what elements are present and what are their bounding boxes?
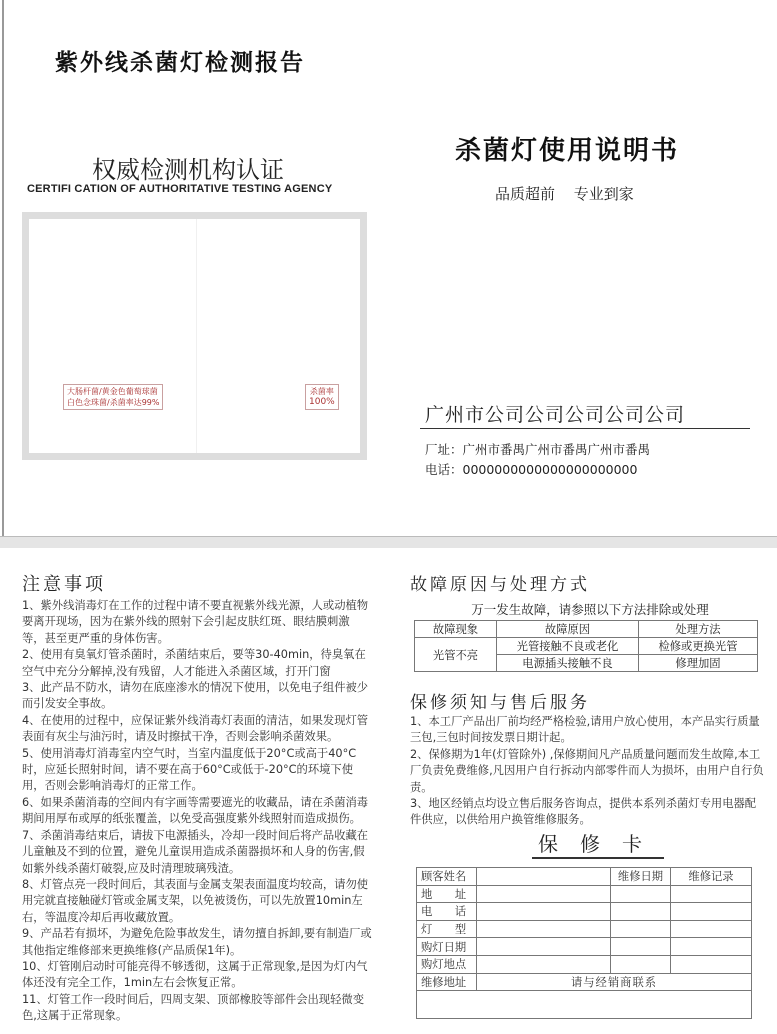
page-divider: [0, 536, 777, 548]
address: 厂址：广州市番禺广州市番禺广州市番禺: [425, 442, 651, 457]
bacteria-badge: 大肠杆菌/黄金色葡萄球菌 白色念珠菌/杀菌率达99%: [63, 384, 163, 410]
notes-heading: 注意事项: [22, 574, 106, 595]
note-item: 3、此产品不防水，请勿在底座渗水的情况下使用，以免电子组件被少而引发安全事故。: [22, 681, 369, 711]
warranty-item: 3、地区经销点均设立售后服务咨询点，提供本系列杀菌灯专用电器配件供应，以供给用户换管维修服务。: [410, 797, 757, 827]
note-item: 8、灯管点亮一段时间后，其表面与金属支架表面温度均较高，请勿使用完就直接触碰灯管或金属支架，以免被烫伤，可以先放置10min左右，等温度冷却后再收藏放置。: [22, 877, 369, 924]
note-item: 7、杀菌消毒结束后，请拔下电源插头，冷却一段时间后将产品收藏在儿童触及不到的位置，避免儿童误用造成杀菌器损坏和人身的伤害,假如紫外线杀菌灯破裂,应及时清理玻璃残渣。: [22, 828, 369, 875]
report-title: 紫外线杀菌灯检测报告: [55, 50, 305, 76]
note-item: 4、在使用的过程中，应保证紫外线消毒灯表面的清洁，如果发现灯管表面有灰尘与油污时，请及时擦拭干净，否则会影响杀菌效果。: [22, 713, 369, 744]
note-item: 2、使用有臭氧灯管杀菌时，杀菌结束后，要等30-40min，待臭氧在空气中充分分解掉,没有残留，人才能进入杀菌区域，打开门窗: [22, 648, 366, 678]
warranty-list: [410, 714, 765, 829]
fault-table: 故障现象 故障原因 处理方法 光管不亮 光管接触不良或老化 检修或更换光管 电源插头接触不良 修理加固: [414, 620, 758, 672]
cert-subtitle: CERTIFI CATION OF AUTHORITATIVE TESTING AGENCY: [27, 183, 333, 195]
note-item: 9、产品若有损坏，为避免危险事故发生，请勿擅自拆卸,要有制造厂或其他指定维修部来更换维修(产品质保1年)。: [22, 927, 372, 957]
fault-subtitle: 万一发生故障，请参照以下方法排除或处理: [471, 602, 709, 617]
slogan: 品质超前 专业到家: [495, 185, 634, 203]
warranty-card-title: 保修卡: [532, 828, 664, 859]
note-item: 5、使用消毒灯消毒室内空气时，当室内温度低于20°C或高于40°C时，应延长照射时间，请不要在高于60°C或低于-20°C的环境下使用，否则会影响消毒灯的正常工作。: [22, 746, 357, 793]
cert-title: 权威检测机构认证: [92, 156, 284, 184]
warranty-card-table: 顾客姓名 维修日期 维修记录 地 址 电 话 灯 型 购灯日期 购灯地点 维修地址 请与经销商联系: [416, 867, 752, 1019]
note-item: 1、紫外线消毒灯在工作的过程中请不要直视紫外线光源，人或动植物要离开现场，因为在紫外线的照射下会引起皮肤红斑、眼结膜刺激等，甚至更严重的身体伤害。: [22, 599, 369, 645]
warranty-heading: 保修须知与售后服务: [410, 693, 590, 713]
note-item: 11、灯管工作一段时间后，四周支架、顶部橡胶等部件会出现轻微变色,这属于正常现象。: [22, 992, 364, 1023]
divider: [420, 428, 750, 429]
warranty-item: 2、保修期为1年(灯管除外) ,保修期间凡产品质量问题而发生故障,本工厂负责免费维修,凡因用户自行拆动内部零件而人为损坏，由用户自行负责。: [410, 747, 764, 794]
notes-list: [22, 598, 372, 1025]
certificate-image: [22, 212, 367, 460]
phone: 电话：0000000000000000000000: [425, 462, 638, 477]
manual-title: 杀菌灯使用说明书: [455, 136, 680, 166]
note-item: 6、如果杀菌消毒的空间内有字画等需要遮光的收藏品，请在杀菌消毒期间用厚布或厚的纸张覆盖，以免受高强度紫外线照射而造成损伤。: [22, 795, 369, 826]
fault-heading: 故障原因与处理方式: [410, 575, 590, 595]
warranty-item: 1、本工厂产品出厂前均经严格检验,请用户放心使用，本产品实行质量三包,三包时间按发票日期计起。: [410, 715, 760, 745]
note-item: 10、灯管刚启动时可能亮得不够透彻，这属于正常现象,是因为灯内气体还没有完全工作，1min左右会恢复正常。: [22, 959, 368, 990]
left-border: [2, 0, 4, 540]
company-name: 广州市公司公司公司公司公司: [425, 404, 686, 426]
rate-badge: 杀菌率 100%: [305, 384, 339, 410]
